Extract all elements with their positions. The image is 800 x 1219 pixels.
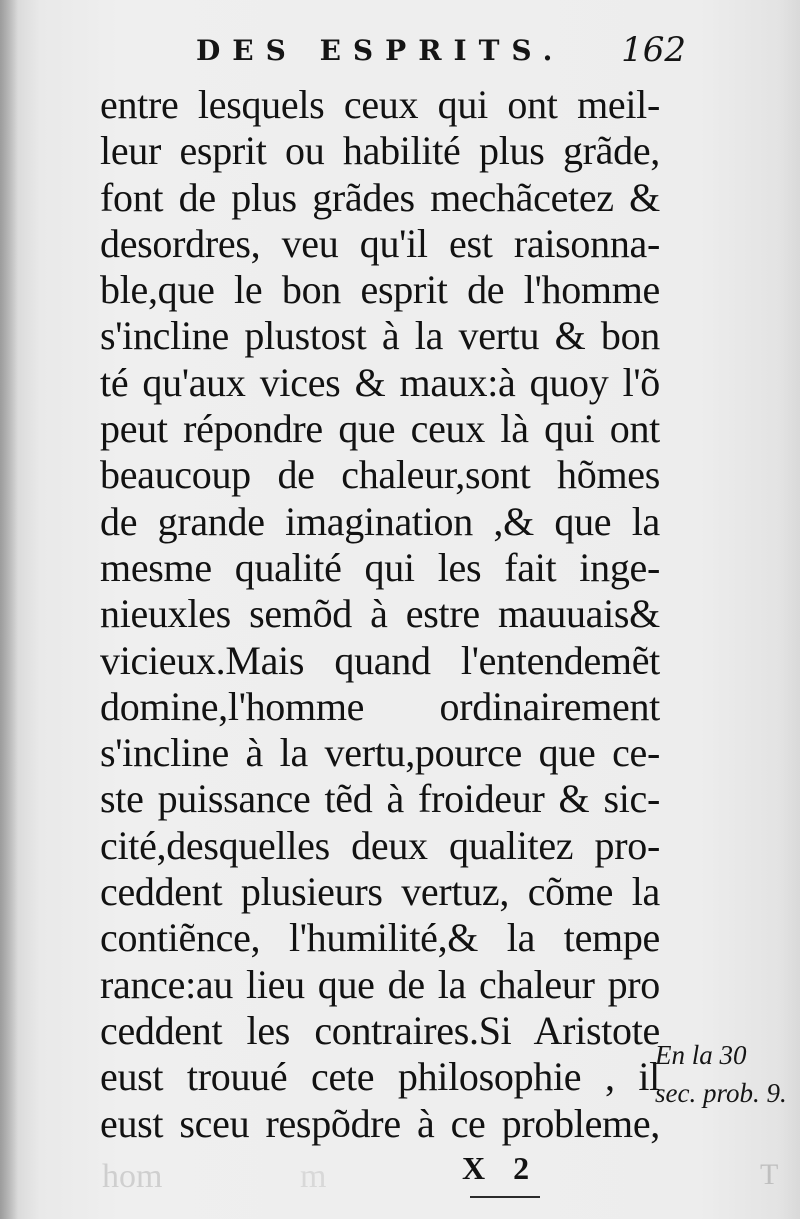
margin-note-line: sec. prob. 9. xyxy=(655,1078,787,1108)
signature-mark: X 2 xyxy=(462,1150,540,1186)
text-line: rance:au lieu que de la chaleur pro xyxy=(100,961,660,1007)
text-line: entre lesquels ceux qui ont meil- xyxy=(100,82,660,127)
body-text xyxy=(100,82,660,1147)
show-through-text: T xyxy=(760,1158,779,1191)
text-line: ble,que le bon esprit de l'homme xyxy=(100,267,660,313)
text-line: ceddent les contraires.Si Aristote xyxy=(100,1007,660,1053)
text-line: peut répondre que ceux là qui ont xyxy=(100,406,660,452)
text-line: nieuxles semõd à estre mauuais& xyxy=(100,591,660,637)
text-line: leur esprit ou habilité plus grãde, xyxy=(100,128,660,174)
running-title: DES ESPRITS. xyxy=(196,34,565,67)
text-line: font de plus grãdes mechãcetez & xyxy=(100,174,660,220)
text-line: desordres, veu qu'il est raisonna- xyxy=(100,220,660,266)
text-line: ste puissance tẽd à froideur & sic- xyxy=(100,776,660,822)
page-number: 162 xyxy=(621,30,686,70)
binding-shadow xyxy=(0,0,18,1219)
text-line: ceddent plusieurs vertuz, cõme la xyxy=(100,869,660,915)
text-line: cité,desquelles deux qualitez pro- xyxy=(100,822,660,868)
margin-note-line: En la 30 xyxy=(655,1040,747,1070)
text-line: de grande imagination ,& que la xyxy=(100,498,660,544)
text-line: té qu'aux vices & maux:à quoy l'õ xyxy=(100,359,660,405)
margin-note xyxy=(655,1036,795,1112)
text-line: s'incline plustost à la vertu & bon xyxy=(100,313,660,359)
running-head xyxy=(196,30,686,70)
show-through-text: hom xyxy=(102,1158,163,1195)
signature-underline xyxy=(470,1196,540,1198)
text-line: eust sceu respõdre à ce probleme, xyxy=(100,1100,660,1146)
text-line: mesme qualité qui les fait inge- xyxy=(100,544,660,590)
text-line: eust trouué cete philosophie , il xyxy=(100,1054,660,1100)
text-line: contiẽnce, l'humilité,& la tempe xyxy=(100,915,660,961)
show-through-text: m xyxy=(300,1158,327,1195)
text-line: s'incline à la vertu,pource que ce- xyxy=(100,730,660,776)
text-line: beaucoup de chaleur,sont hõmes xyxy=(100,452,660,498)
text-line: domine,l'homme ordinairement xyxy=(100,683,660,729)
text-line: vicieux.Mais quand l'entendemẽt xyxy=(100,637,660,683)
